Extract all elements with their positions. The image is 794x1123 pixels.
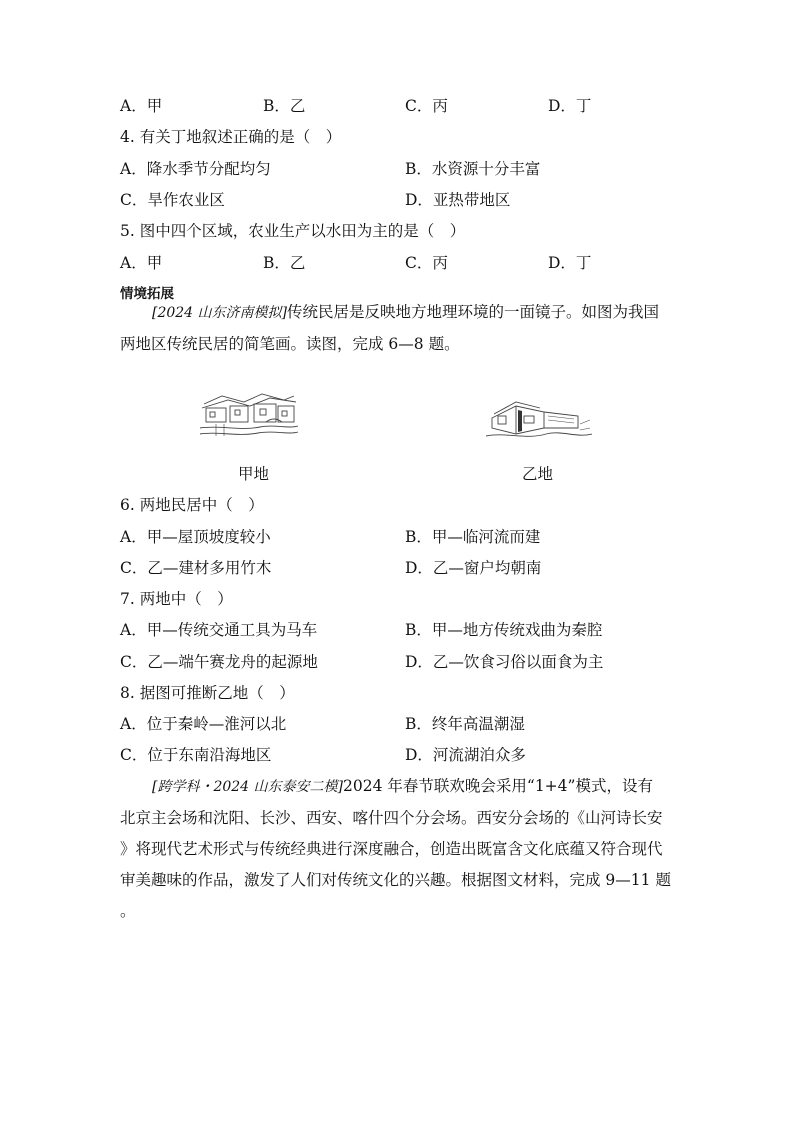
q7-option-c: C．乙—端午赛龙舟的起源地: [120, 653, 318, 671]
yi-caption: 乙地: [522, 465, 554, 483]
q5-option-b: B．乙: [263, 254, 306, 272]
q3-option-d: D．丁: [548, 97, 592, 115]
q8-option-a: A．位于秦岭—淮河以北: [120, 715, 287, 733]
section-title: 情境拓展: [120, 286, 174, 302]
q5-option-c: C．丙: [405, 254, 448, 272]
yi-house-sketch: [486, 394, 592, 442]
q7-option-a: A．甲—传统交通工具为马车: [120, 621, 318, 639]
passage-2-line-2: 北京主会场和沈阳、长沙、西安、喀什四个分会场。西安分会场的《山河诗长安: [120, 809, 663, 827]
q3-option-b: B．乙: [263, 97, 306, 115]
q7-option-d: D．乙—饮食习俗以面食为主: [405, 653, 604, 671]
q8-option-d: D．河流湖泊众多: [405, 746, 526, 764]
passage-1-line-2: 两地区传统民居的简笔画。读图，完成 6—8 题。: [120, 335, 460, 353]
q4-option-d: D．亚热带地区: [405, 191, 511, 209]
q3-option-c: C．丙: [405, 97, 448, 115]
q5-option-a: A．甲: [120, 254, 163, 272]
q7-option-b: B．甲—地方传统戏曲为秦腔: [405, 621, 603, 639]
jia-house-sketch: [200, 388, 298, 440]
q6-option-b: B．甲—临河流而建: [405, 528, 541, 546]
q7-stem: 7. 两地中（ ）: [120, 590, 233, 608]
q6-option-c: C．乙—建材多用竹木: [120, 559, 272, 577]
passage-2: [120, 771, 676, 927]
passage-2-line-4: 审美趣味的作品，激发了人们对传统文化的兴趣。根据图文材料，完成 9—11 题: [120, 871, 671, 889]
q4-stem: 4. 有关丁地叙述正确的是（ ）: [120, 128, 342, 146]
passage-1: [120, 297, 676, 360]
q8-option-b: B．终年高温潮湿: [405, 715, 525, 733]
passage-2-line-1: 2024 年春节联欢晚会采用“1+4”模式，设有: [343, 777, 653, 795]
q4-option-b: B．水资源十分丰富: [405, 160, 541, 178]
passage-2-line-3: 》将现代艺术形式与传统经典进行深度融合，创造出既富含文化底蕴又符合现代: [120, 840, 663, 858]
q3-option-a: A．甲: [120, 97, 163, 115]
q5-stem: 5. 图中四个区域，农业生产以水田为主的是（ ）: [120, 222, 466, 240]
passage-1-source: [2024 山东济南模拟]: [152, 305, 288, 321]
q4-option-a: A．降水季节分配均匀: [120, 160, 271, 178]
passage-1-line-1: 传统民居是反映地方地理环境的一面镜子。如图为我国: [287, 303, 660, 321]
q8-option-c: C．位于东南沿海地区: [120, 746, 272, 764]
q6-option-d: D．乙—窗户均朝南: [405, 559, 542, 577]
q6-stem: 6. 两地民居中（ ）: [120, 496, 264, 514]
q8-stem: 8. 据图可推断乙地（ ）: [120, 684, 295, 702]
q6-option-a: A．甲—屋顶坡度较小: [120, 528, 271, 546]
passage-2-source: [跨学科・2024 山东泰安二模]: [152, 779, 344, 795]
q4-option-c: C．旱作农业区: [120, 191, 225, 209]
q5-option-d: D．丁: [548, 254, 592, 272]
passage-2-line-5: 。: [120, 902, 136, 920]
jia-caption: 甲地: [238, 465, 270, 483]
